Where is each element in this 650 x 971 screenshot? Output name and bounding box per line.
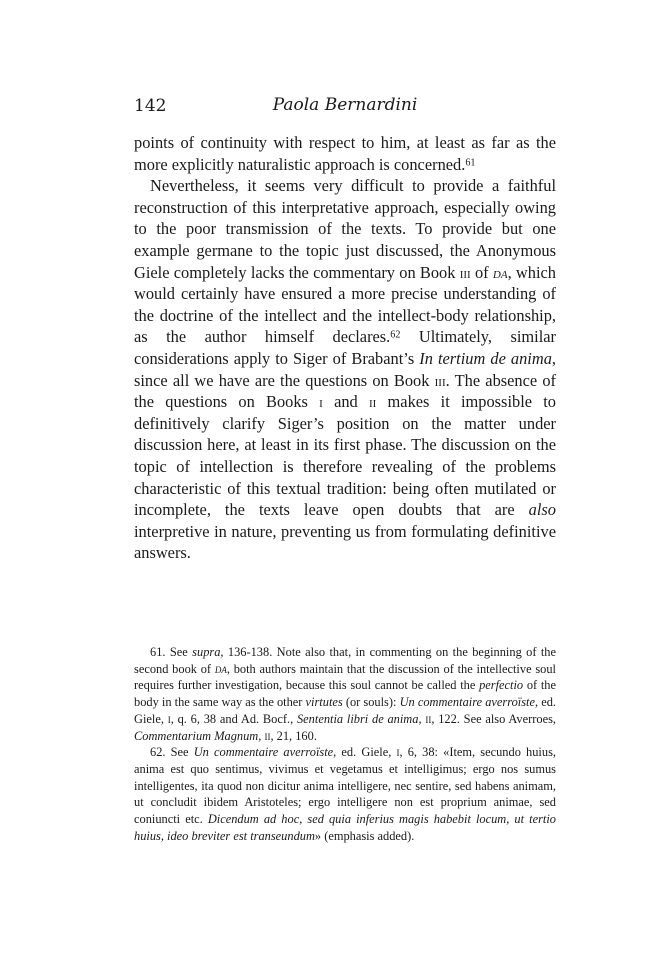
paragraph-1: points of continuity with respect to him, at least as far as the more explicitly naturalistic approach is concerned.$^{61}$: [134, 133, 556, 174]
paragraph-2: Nevertheless, it seems very difficult to provide a faithful reconstruction of this interpretative approach, especially owing to the poor transmission of the texts. To provide but one example germane to the topic just discussed, the Anonymous Giele completely lacks the commentary on Book iii of da, which would certainly have ensured a more precise understanding of the doctrine of the intellect and the intellect-body relationship, as the author himself declares.$^{62}$ Ultimately, similar considerations apply to Siger of Brabant’s In tertium de anima, since all we have are the questions on Book iii. The absence of the questions on Books i and ii makes it impossible to definitively clarify Siger’s position on the matter under discussion here, at least in its first phase. The discussion on the topic of intellection is therefore revealing of the problems characteristic of this textual tradition: being often mutilated or incomplete, the texts leave open doubts that are also interpretive in nature, preventing us from formulating definitive answers.: [134, 176, 557, 563]
work-title: In tertium de anima: [419, 348, 552, 368]
page-number: 142: [134, 96, 167, 116]
footnote-61: 61. See supra, 136-138. Note also that, in commenting on the beginning of the second book of da, both authors maintain that the discussion of the intellective soul requires further investigation, because this soul cannot be called the perfectio of the body in the same way as the other virtutes (or souls): Un commentaire averroïste, ed. Giele, i, q. 6, 38 and Ad. Bocf., Sententia libri de anima, ii, 122. See also Averroes, Commentarium Magnum, ii, 21, 160.: [134, 645, 556, 743]
footnote-ref-61: 61: [465, 157, 476, 169]
footnote-ref-62: 62: [390, 329, 401, 341]
footnotes: [134, 644, 556, 844]
footnote-62: 62. See Un commentaire averroïste, ed. Giele, i, 6, 38: «Item, secundo huius, anima est quo sentimus, vivimus et vegetamus et intelligimus; ergo nos sumus intelligentes, ita quod non dicitur anima intelligere, nec sentire, sed habens animam, ut concludit ibidem Aristoteles; ergo intelligere non est proprium animae, sed coniuncti etc. Dicendum ad hoc, sed quia inferius magis habebit locum, ut tertio huius, ideo breviter est transeundum» (emphasis added).: [134, 745, 557, 843]
main-text: [134, 132, 556, 564]
running-head: Paola Bernardini: [272, 95, 418, 115]
